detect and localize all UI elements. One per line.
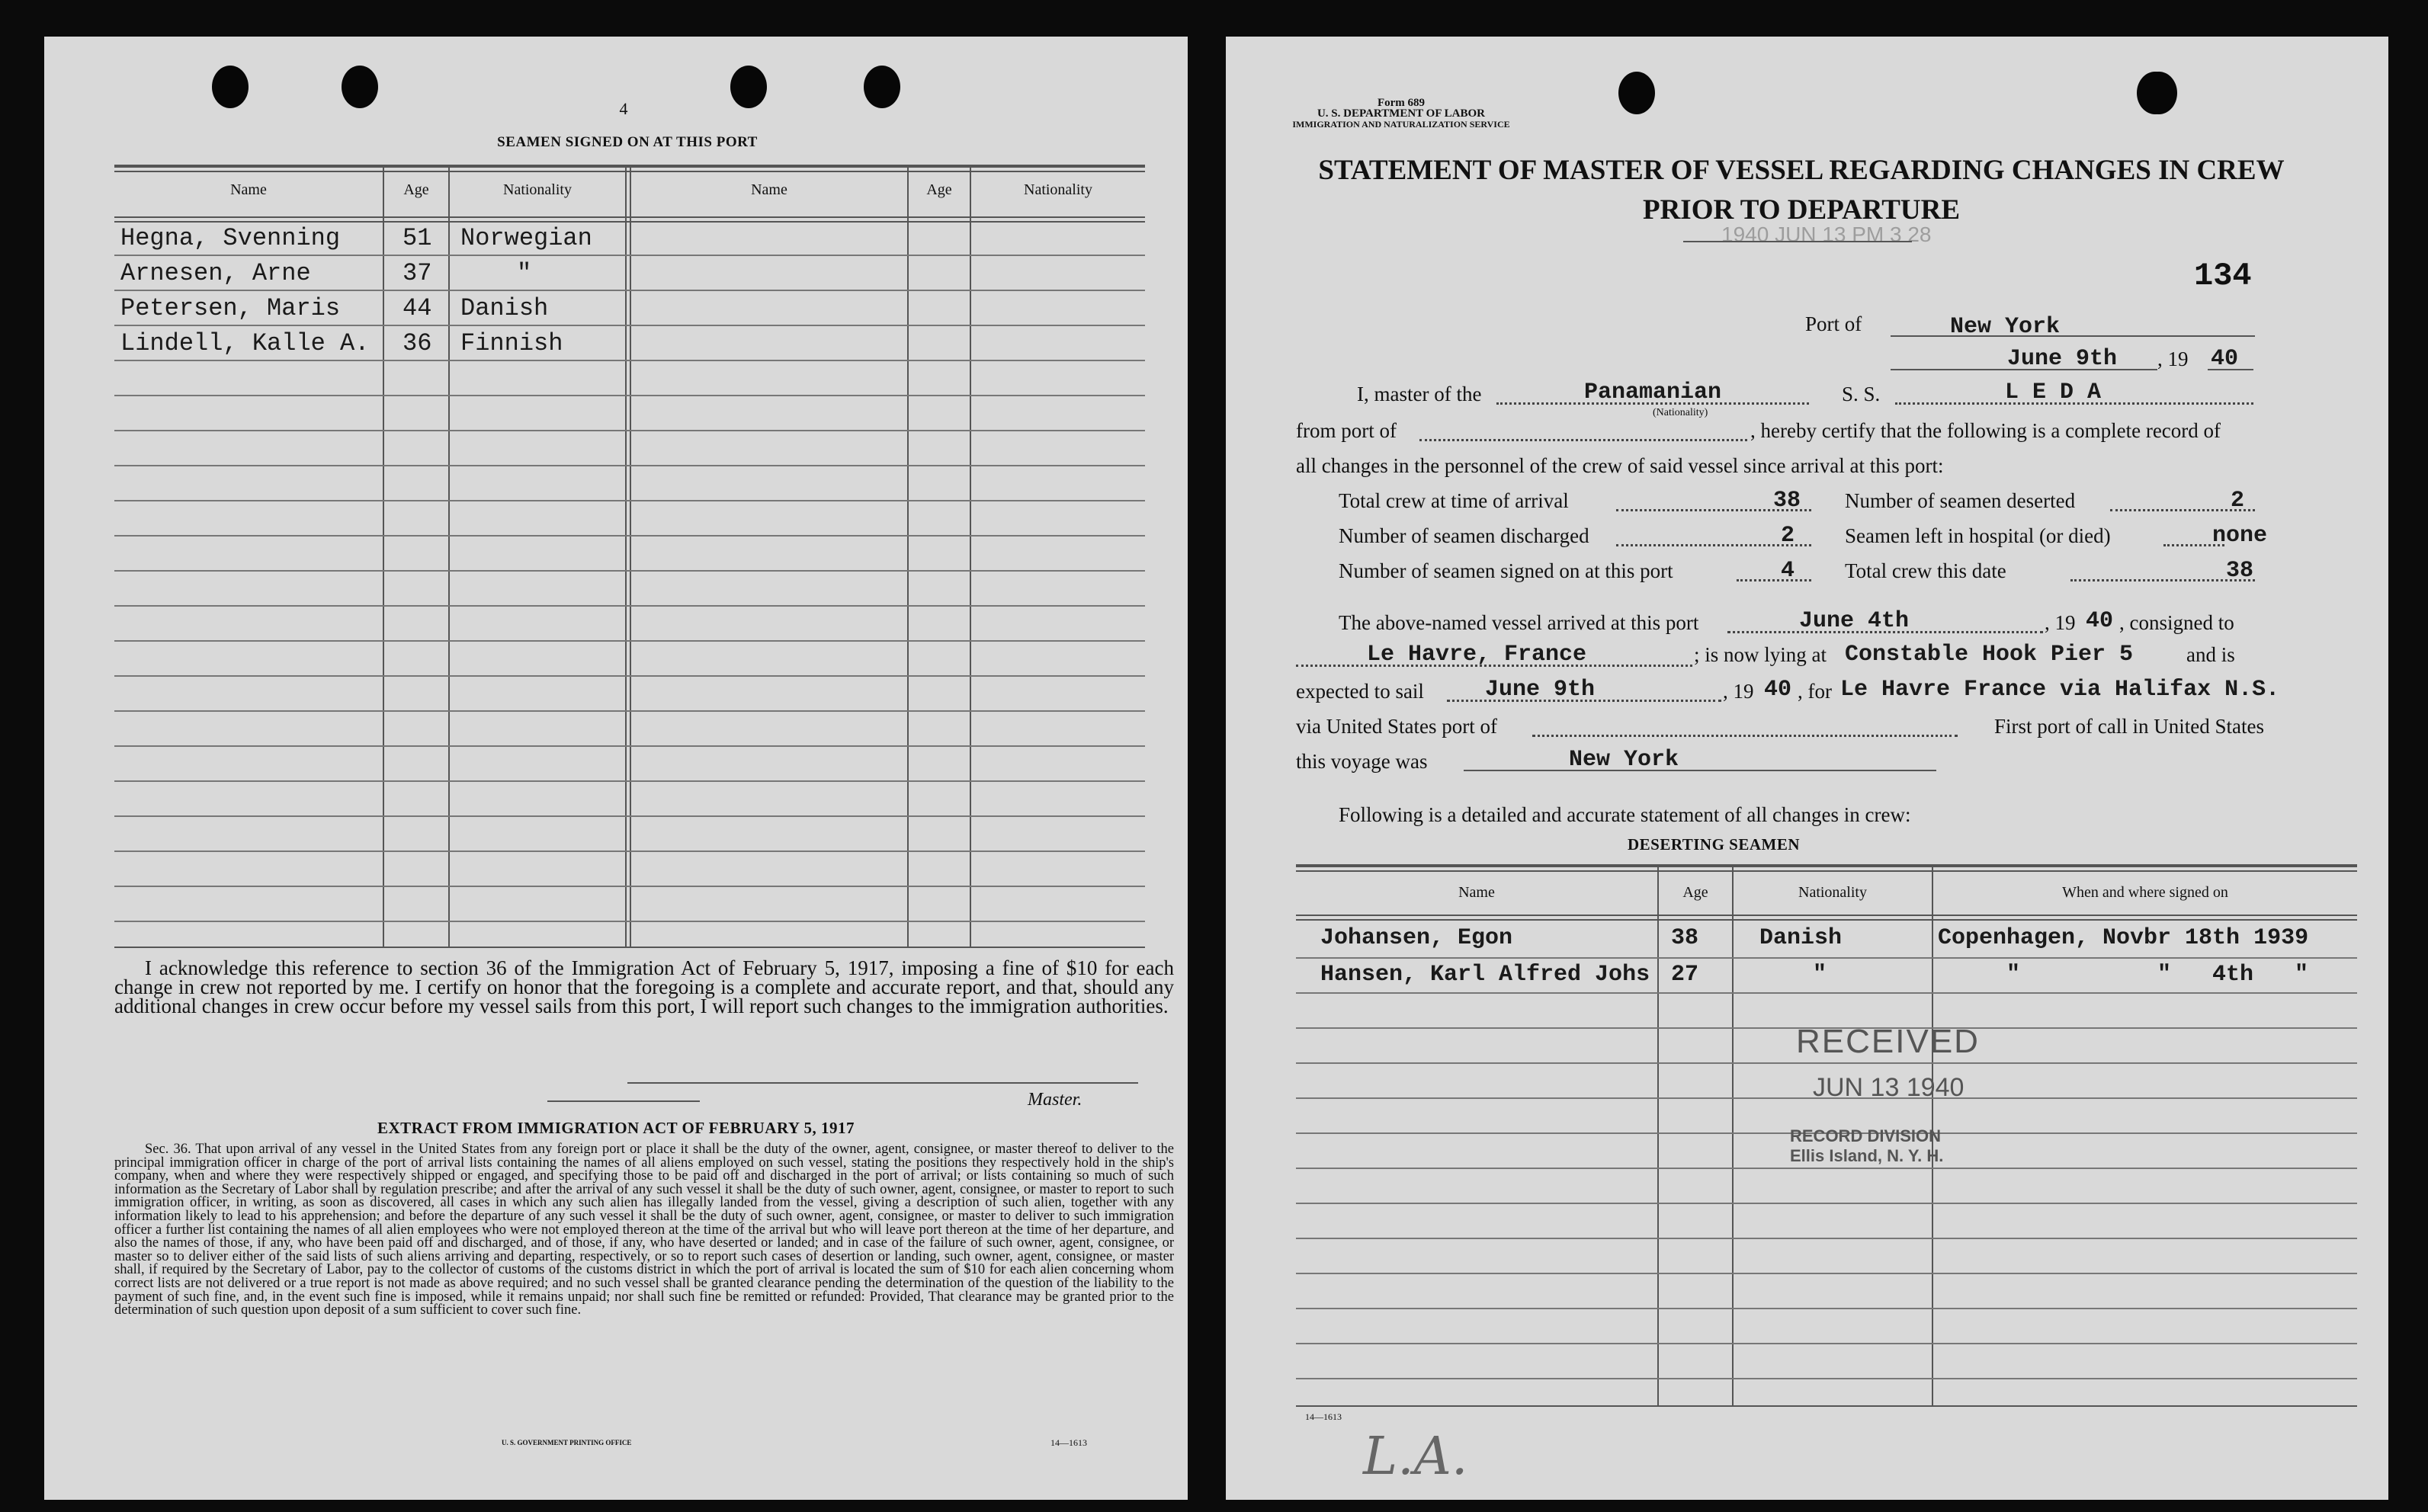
desert-header-rule [1296, 915, 2357, 916]
acknowledgement-text: I acknowledge this reference to section 36 of the Immigration Act of February 5, 1917, imposing a fine of $10 for each change in crew not reported by me. I certify on honor that the foregoing is a complete and accurate report, and that, should any additional changes in crew occur before my vessel sails from this port, I will report such changes to the immigration authorities. [114, 956, 1174, 1017]
table-row-nationality: Norwegian [460, 224, 592, 252]
for-label: , for [1798, 680, 1832, 703]
punch-hole [1618, 72, 1655, 114]
table-row-name: Petersen, Maris [120, 294, 341, 322]
stat-label: Total crew this date [1845, 559, 2006, 582]
first-port-label: First port of call in United States [1994, 715, 2264, 738]
row-line [1296, 1308, 2357, 1309]
table-row-name: Hegna, Svenning [120, 224, 341, 252]
date-value: June 9th [2007, 346, 2118, 372]
seamen-signed-title: SEAMEN SIGNED ON AT THIS PORT [497, 134, 758, 150]
row-line [114, 570, 1145, 572]
year-prefix: , 19 [2045, 611, 2076, 634]
form-code: 14—1613 [1050, 1437, 1087, 1448]
year-value: 40 [2211, 346, 2239, 372]
page-number: 4 [619, 99, 628, 118]
desert-col-name: Name [1458, 884, 1495, 901]
via-line [1532, 735, 1958, 737]
row-line [1296, 1343, 2357, 1344]
year-prefix: , 19 [2157, 348, 2189, 370]
sail-year: 40 [1764, 677, 1792, 703]
destination: Le Havre France via Halifax N.S. [1840, 677, 2280, 703]
row-line [114, 500, 1145, 501]
col-divider [448, 168, 450, 947]
deserter-nationality: Danish [1759, 925, 1843, 951]
punch-hole [864, 66, 900, 108]
row-line [1296, 1168, 2357, 1169]
deserter-age: 38 [1671, 925, 1699, 951]
deserter-age: 27 [1671, 962, 1699, 988]
row-line [114, 780, 1145, 782]
row-line [114, 886, 1145, 887]
year-prefix: , 19 [1723, 680, 1754, 703]
table-row-nationality: Finnish [460, 329, 563, 357]
extract-rule [547, 1100, 700, 1102]
first-port-value: New York [1569, 747, 1679, 773]
row-line [114, 605, 1145, 607]
lying-label: ; is now lying at [1694, 643, 1827, 666]
stat-label: Seamen left in hospital (or died) [1845, 524, 2111, 547]
record-division: RECORD DIVISION [1790, 1126, 1942, 1145]
table-row-age: 44 [403, 294, 432, 322]
deserter-signed: Copenhagen, Novbr 18th 1939 [1938, 925, 2309, 951]
col-divider [383, 168, 384, 947]
deserter-nationality: " [1813, 962, 1827, 988]
desert-header-rule-2 [1296, 919, 2357, 921]
arrived-date: June 4th [1799, 608, 1910, 634]
stat-value: 4 [1781, 558, 1795, 584]
time-stamp: 1940 JUN 13 PM 3 28 [1721, 223, 1932, 246]
row-line [114, 395, 1145, 396]
stat-label: Total crew at time of arrival [1339, 489, 1569, 512]
deserting-title: DESERTING SEAMEN [1627, 835, 1801, 854]
form-title: STATEMENT OF MASTER OF VESSEL REGARDING CHANGES IN CREW [1318, 155, 2285, 186]
stat-dots [1737, 579, 1811, 581]
col-header-name: Name [751, 181, 787, 198]
received-date: JUN 13 1940 [1813, 1073, 1965, 1102]
port-line [1891, 335, 2255, 337]
row-line [114, 290, 1145, 291]
master-label: I, master of the [1357, 383, 1482, 405]
desert-table-top-2 [1296, 870, 2357, 872]
row-line [114, 640, 1145, 642]
table-row-age: 36 [403, 329, 432, 357]
deserter-name: Johansen, Egon [1320, 925, 1513, 951]
desert-table-bottom [1296, 1405, 2357, 1407]
desert-col-nationality: Nationality [1798, 884, 1867, 901]
punch-hole [2141, 72, 2177, 114]
table-bottom-rule [114, 947, 1145, 948]
col-divider [1732, 867, 1734, 1405]
arrived-year: 40 [2086, 608, 2114, 634]
table-row-nationality: " [517, 259, 532, 287]
row-line [1296, 957, 2357, 959]
and-is: and is [2186, 643, 2235, 666]
left-page [44, 37, 1188, 1500]
document-number: 134 [2194, 258, 2252, 294]
col-divider [907, 168, 909, 947]
row-line [1296, 1273, 2357, 1274]
punch-hole [730, 66, 767, 108]
row-line [1296, 1238, 2357, 1239]
via-label: via United States port of [1296, 715, 1497, 738]
row-line [1296, 1203, 2357, 1204]
stat-label: Number of seamen discharged [1339, 524, 1589, 547]
form-number: Form 689 [1377, 97, 1426, 109]
col-header-age: Age [926, 181, 952, 198]
stat-value: 2 [2231, 488, 2245, 514]
desert-col-signed: When and where signed on [2062, 884, 2228, 901]
port-label: Port of [1805, 312, 1862, 335]
row-line [114, 465, 1145, 466]
department: U. S. DEPARTMENT OF LABOR [1317, 107, 1486, 120]
col-divider [625, 168, 627, 947]
certify-text: , hereby certify that the following is a complete record of [1750, 419, 2221, 442]
sail-date: June 9th [1485, 677, 1596, 703]
table-row-age: 37 [403, 259, 432, 287]
row-line [114, 535, 1145, 537]
changes-text: all changes in the personnel of the crew of said vessel since arrival at this port: [1296, 454, 1944, 477]
ship-name: L E D A [2005, 380, 2102, 405]
row-line [114, 921, 1145, 922]
extract-title: EXTRACT FROM IMMIGRATION ACT OF FEBRUARY 5, 1917 [377, 1119, 855, 1137]
table-row-nationality: Danish [460, 294, 549, 322]
port-value: New York [1950, 314, 2061, 340]
row-line [114, 325, 1145, 326]
form-code: 14—1613 [1305, 1411, 1342, 1422]
consignee: Le Havre, France [1367, 642, 1587, 668]
lying-at: Constable Hook Pier 5 [1845, 642, 2134, 668]
row-line [114, 710, 1145, 712]
col-header-age: Age [403, 181, 429, 198]
row-line [1296, 1378, 2357, 1379]
col-divider [630, 168, 631, 947]
stamp-location: Ellis Island, N. Y. H. [1790, 1146, 1944, 1165]
right-page [1226, 37, 2388, 1500]
master-label: Master. [1028, 1090, 1082, 1110]
from-port-label: from port of [1296, 419, 1397, 442]
stat-value: none [2212, 523, 2268, 549]
handwritten-initials: L.A. [1363, 1427, 1468, 1487]
table-row-age: 51 [403, 224, 432, 252]
stat-label: Number of seamen deserted [1845, 489, 2076, 512]
col-divider [970, 168, 971, 947]
arrived-label: The above-named vessel arrived at this port [1339, 611, 1699, 634]
deserter-signed: " " 4th " [2006, 962, 2309, 988]
row-line [114, 850, 1145, 852]
voyage-label: this voyage was [1296, 750, 1428, 773]
form-subtitle: PRIOR TO DEPARTURE [1642, 194, 1961, 226]
row-line [114, 745, 1145, 747]
stat-value: 38 [2226, 558, 2254, 584]
row-line [1296, 1062, 2357, 1064]
row-line [114, 675, 1145, 677]
col-header-name: Name [230, 181, 267, 198]
row-line [114, 815, 1145, 817]
nationality-value: Panamanian [1584, 380, 1722, 405]
ss-label: S. S. [1842, 383, 1881, 405]
consigned-label: , consigned to [2119, 611, 2234, 634]
form-header [1249, 98, 1554, 130]
col-header-nationality: Nationality [1024, 181, 1092, 198]
row-line [114, 360, 1145, 361]
voyage-line [1464, 770, 1936, 771]
table-row-name: Arnesen, Arne [120, 259, 311, 287]
expected-label: expected to sail [1296, 680, 1424, 703]
row-line [1296, 992, 2357, 994]
stat-label: Number of seamen signed on at this port [1339, 559, 1673, 582]
extract-text: Sec. 36. That upon arrival of any vessel in the United States from any foreign port or place it shall be the duty of the owner, agent, consignee, or master thereof to deliver to the principal immigration officer in charge of the port of arrival lists containing the names of all aliens employed on such vessel, stating the positions they respectively hold in the ship's company, when and where they were respectively shipped or engaged, and specifying those to be paid off and discharged in the port of arrival; or lists containing so much of such information as the Secretary of Labor shall by regulation prescribe; and after the arrival of any such vessel it shall be the duty of such owner, agent, consignee, or master to report to such immigration officer, in writing, as soon as discovered, all cases in which any such alien has illegally landed from the vessel, giving a description of such alien, together with any information likely to lead to his apprehension; and before the departure of any such vessel it shall be the duty of such owner, agent, consignee, or master to deliver to such immigration officer a further list containing the names of all alien employees who were not employed thereon at the time of the arrival but who will leave port thereon at the time of her departure, and also the names of those, if any, who have been paid off and discharged, and of those, if any, who have deserted or landed; and in case of the failure of such owner, agent, consignee, or master so to deliver either of the said lists of such aliens arriving and departing, respectively, or so to report such cases of desertion or landing, such owner, agent, consignee, or master shall, if required by the Secretary of Labor, pay to the collector of customs of the customs district in which the port of arrival is located the sum of $10 for each alien concerning whom correct lists are not delivered or a true report is not made as above required; and no such vessel shall be granted clearance pending the determination of the question of the liability to the payment of such fine, and, in the event such fine is imposed, while it remains unpaid; nor shall such fine be remitted or refunded: Provided, That clearance may be granted prior to the determination of such question upon deposit of a sum sufficient to cover such fine. [114, 1142, 1174, 1318]
col-header-nationality: Nationality [503, 181, 572, 198]
desert-col-age: Age [1682, 884, 1708, 901]
service: IMMIGRATION AND NATURALIZATION SERVICE [1292, 119, 1510, 130]
punch-hole [342, 66, 378, 108]
received-stamp: RECEIVED [1796, 1023, 1980, 1060]
row-line [114, 430, 1145, 431]
table-row-name: Lindell, Kalle A. [120, 329, 370, 357]
printer-line: U. S. GOVERNMENT PRINTING OFFICE [502, 1439, 632, 1446]
nationality-caption: (Nationality) [1653, 407, 1708, 418]
punch-hole [212, 66, 249, 108]
master-signature-line [627, 1082, 1138, 1084]
row-line [114, 255, 1145, 256]
stat-value: 38 [1773, 488, 1801, 514]
col-divider [1657, 867, 1659, 1405]
deserter-name: Hansen, Karl Alfred Johs [1320, 962, 1650, 988]
following-text: Following is a detailed and accurate statement of all changes in crew: [1339, 803, 1911, 826]
desert-table-top [1296, 864, 2357, 867]
from-port-line [1419, 439, 1747, 441]
stat-value: 2 [1781, 523, 1795, 549]
